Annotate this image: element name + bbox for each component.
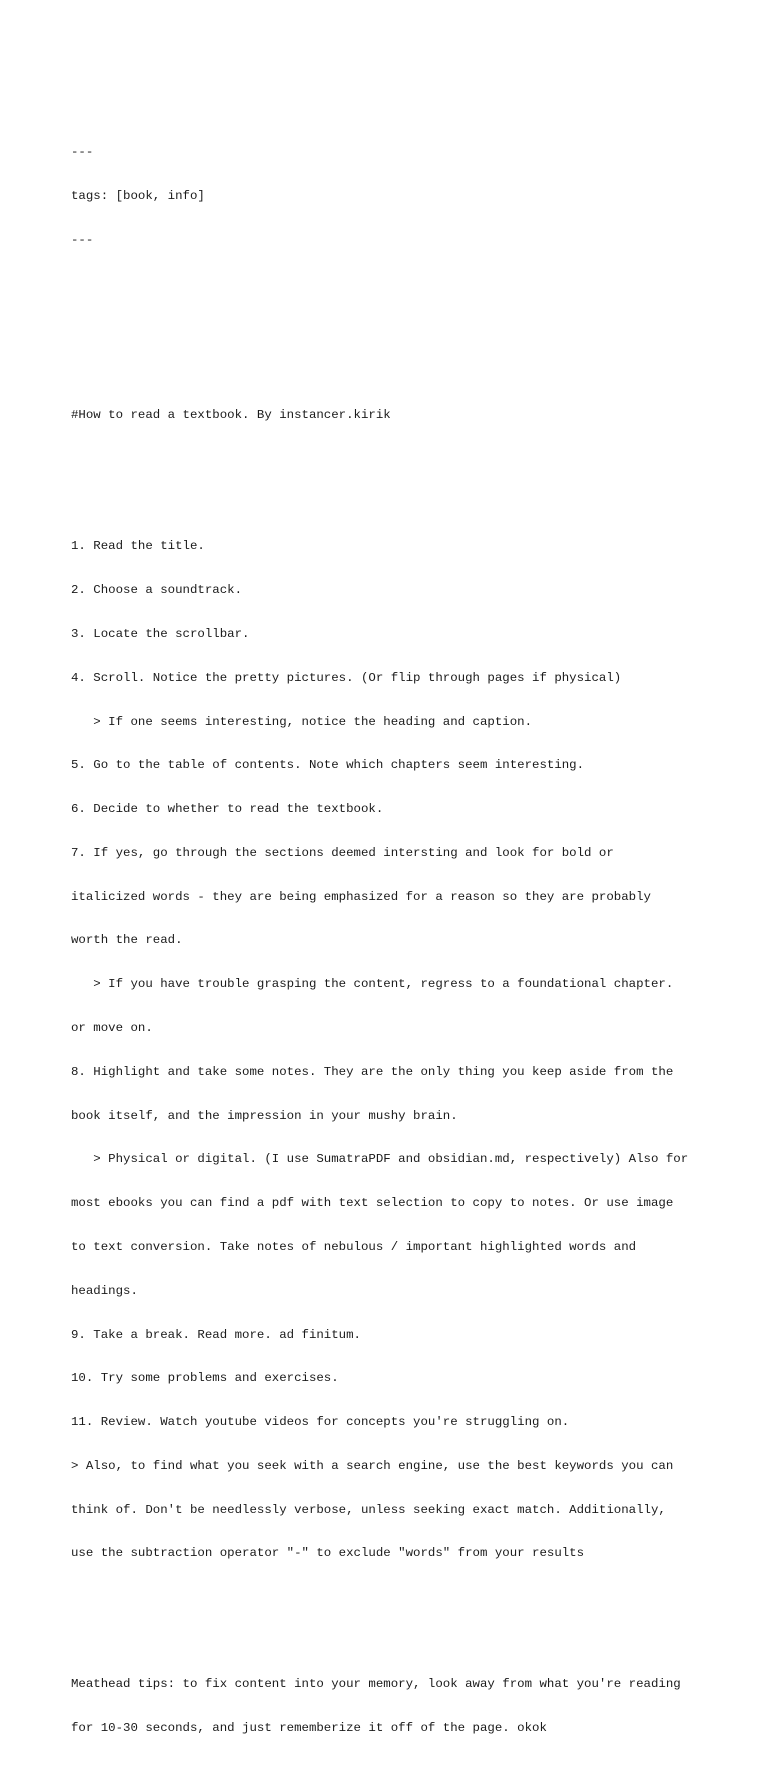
list-line: or move on. — [71, 1021, 153, 1036]
list-line: 11. Review. Watch youtube videos for concepts you're struggling on. — [71, 1415, 570, 1430]
list-line: 5. Go to the table of contents. Note which chapters seem interesting. — [71, 758, 585, 773]
document-body — [71, 87, 731, 1779]
list-line: 4. Scroll. Notice the pretty pictures. (Or flip through pages if physical) — [71, 670, 622, 685]
list-line: book itself, and the impression in your mushy brain. — [71, 1108, 458, 1123]
list-line: think of. Don't be needlessly verbose, unless seeking exact match. Additionally, — [71, 1502, 666, 1517]
list-line: 8. Highlight and take some notes. They are the only thing you keep aside from the — [71, 1064, 674, 1079]
list-line: headings. — [71, 1283, 138, 1298]
list-line: > Also, to find what you seek with a search engine, use the best keywords you can — [71, 1458, 674, 1473]
tips-line: for 10-30 seconds, and just rememberize it off of the page. okok — [71, 1720, 547, 1735]
frontmatter-tags: tags: [book, info] — [71, 189, 205, 204]
list-line: 7. If yes, go through the sections deemed intersting and look for bold or — [71, 845, 614, 860]
frontmatter-close: --- — [71, 232, 94, 247]
list-line: > If you have trouble grasping the content, regress to a foundational chapter. — [71, 977, 674, 992]
frontmatter-open: --- — [71, 145, 94, 160]
document-heading — [71, 379, 731, 452]
list-line: most ebooks you can find a pdf with text selection to copy to notes. Or use image — [71, 1196, 674, 1211]
list-line: 3. Locate the scrollbar. — [71, 627, 250, 641]
heading-text: #How to read a textbook. By instancer.kirik — [71, 407, 391, 422]
list-line: 2. Choose a soundtrack. — [71, 583, 243, 598]
list-line: to text conversion. Take notes of nebulous / important highlighted words and — [71, 1239, 637, 1254]
list-line: 6. Decide to whether to read the textbook. — [71, 802, 384, 817]
steps-list — [71, 510, 731, 1590]
frontmatter-block — [71, 116, 731, 277]
list-line: 1. Read the title. — [71, 539, 205, 554]
list-line: > Physical or digital. (I use SumatraPDF and obsidian.md, respectively) Also for — [71, 1152, 689, 1167]
list-line: use the subtraction operator "-" to exclude "words" from your results — [71, 1546, 585, 1561]
list-line: italicized words - they are being emphasized for a reason so they are probably — [71, 889, 651, 904]
list-line: 10. Try some problems and exercises. — [71, 1371, 339, 1386]
list-line: > If one seems interesting, notice the heading and caption. — [71, 714, 533, 729]
list-line: 9. Take a break. Read more. ad finitum. — [71, 1327, 361, 1342]
meathead-tips — [71, 1648, 731, 1765]
tips-line: Meathead tips: to fix content into your memory, look away from what you're reading — [71, 1677, 681, 1692]
list-line: worth the read. — [71, 933, 183, 948]
